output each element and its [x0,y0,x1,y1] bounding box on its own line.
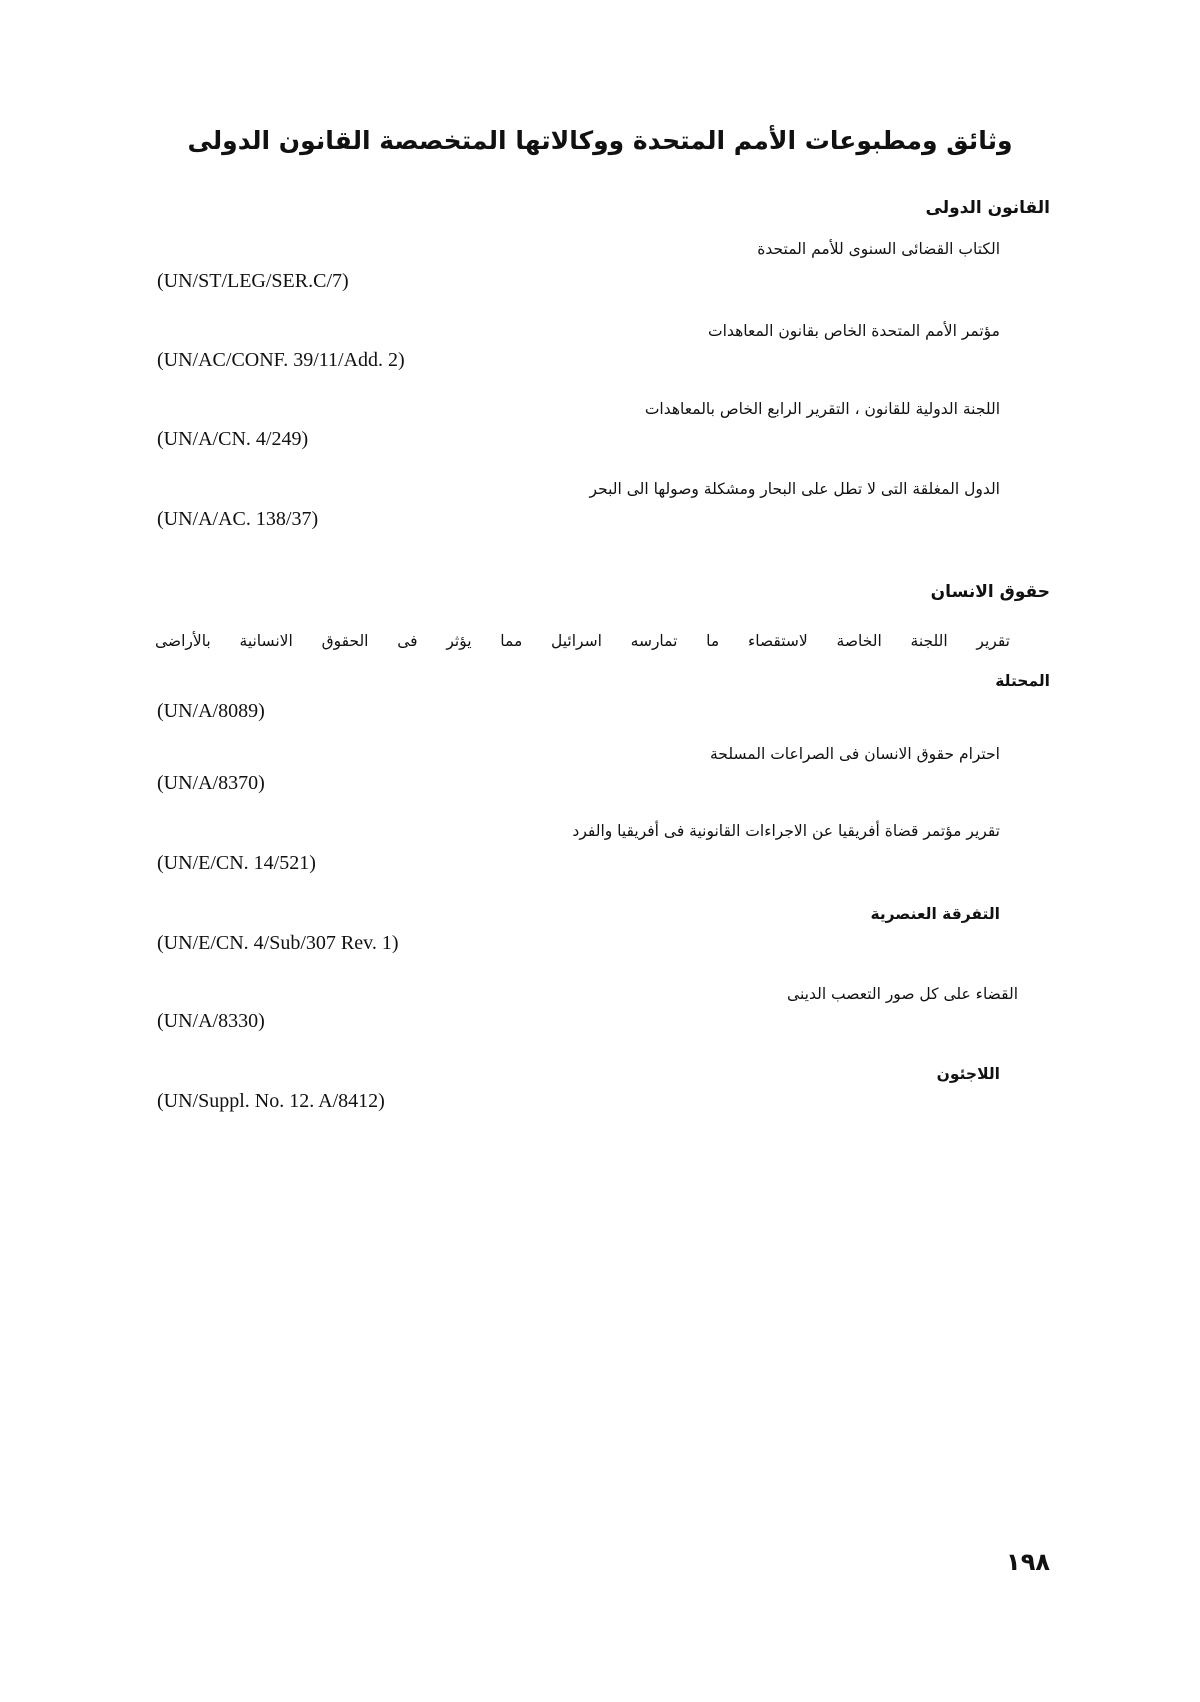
section-heading-human-rights: حقوق الانسان [930,582,1050,602]
document-symbol: (UN/A/8370) [157,772,265,794]
entry-title: احترام حقوق الانسان فى الصراعات المسلحة [710,745,1000,763]
document-symbol: (UN/E/CN. 14/521) [157,852,316,874]
document-symbol: (UN/A/CN. 4/249) [157,428,309,450]
entry-title: اللجنة الدولية للقانون ، التقرير الرابع الخاص بالمعاهدات [644,400,1000,418]
page-title: وثائق ومطبوعات الأمم المتحدة ووكالاتها المتخصصة القانون الدولى [187,126,1013,155]
document-symbol: (UN/AC/CONF. 39/11/Add. 2) [157,349,405,371]
entry-title: تقرير اللجنة الخاصة لاستقصاء ما تمارسه اسرائيل مما يؤثر فى الحقوق الانسانية بالأراضى [155,632,1010,650]
section-heading-international-law: القانون الدولى [925,198,1050,218]
entry-title: الكتاب القضائى السنوى للأمم المتحدة [757,240,1000,258]
entry-title: تقرير مؤتمر قضاة أفريقيا عن الاجراءات القانونية فى أفريقيا والفرد [572,822,1000,840]
document-symbol: (UN/A/8330) [157,1010,265,1032]
entry-title-continuation: المحتلة [995,672,1050,690]
document-symbol: (UN/E/CN. 4/Sub/307 Rev. 1) [157,932,399,954]
entry-title: القضاء على كل صور التعصب الدينى [787,985,1018,1003]
entry-title: مؤتمر الأمم المتحدة الخاص بقانون المعاهدات [708,322,1000,340]
document-symbol: (UN/A/8089) [157,700,265,722]
document-symbol: (UN/Suppl. No. 12. A/8412) [157,1090,385,1112]
entry-title: الدول المغلقة التى لا تطل على البحار ومشكلة وصولها الى البحر [589,480,1000,498]
entry-title: اللاجئون [936,1065,1000,1083]
page-number: ١٩٨ [1006,1548,1050,1576]
entry-title: التفرقة العنصرية [870,905,1000,923]
document-symbol: (UN/A/AC. 138/37) [157,508,319,530]
document-symbol: (UN/ST/LEG/SER.C/7) [157,270,349,292]
